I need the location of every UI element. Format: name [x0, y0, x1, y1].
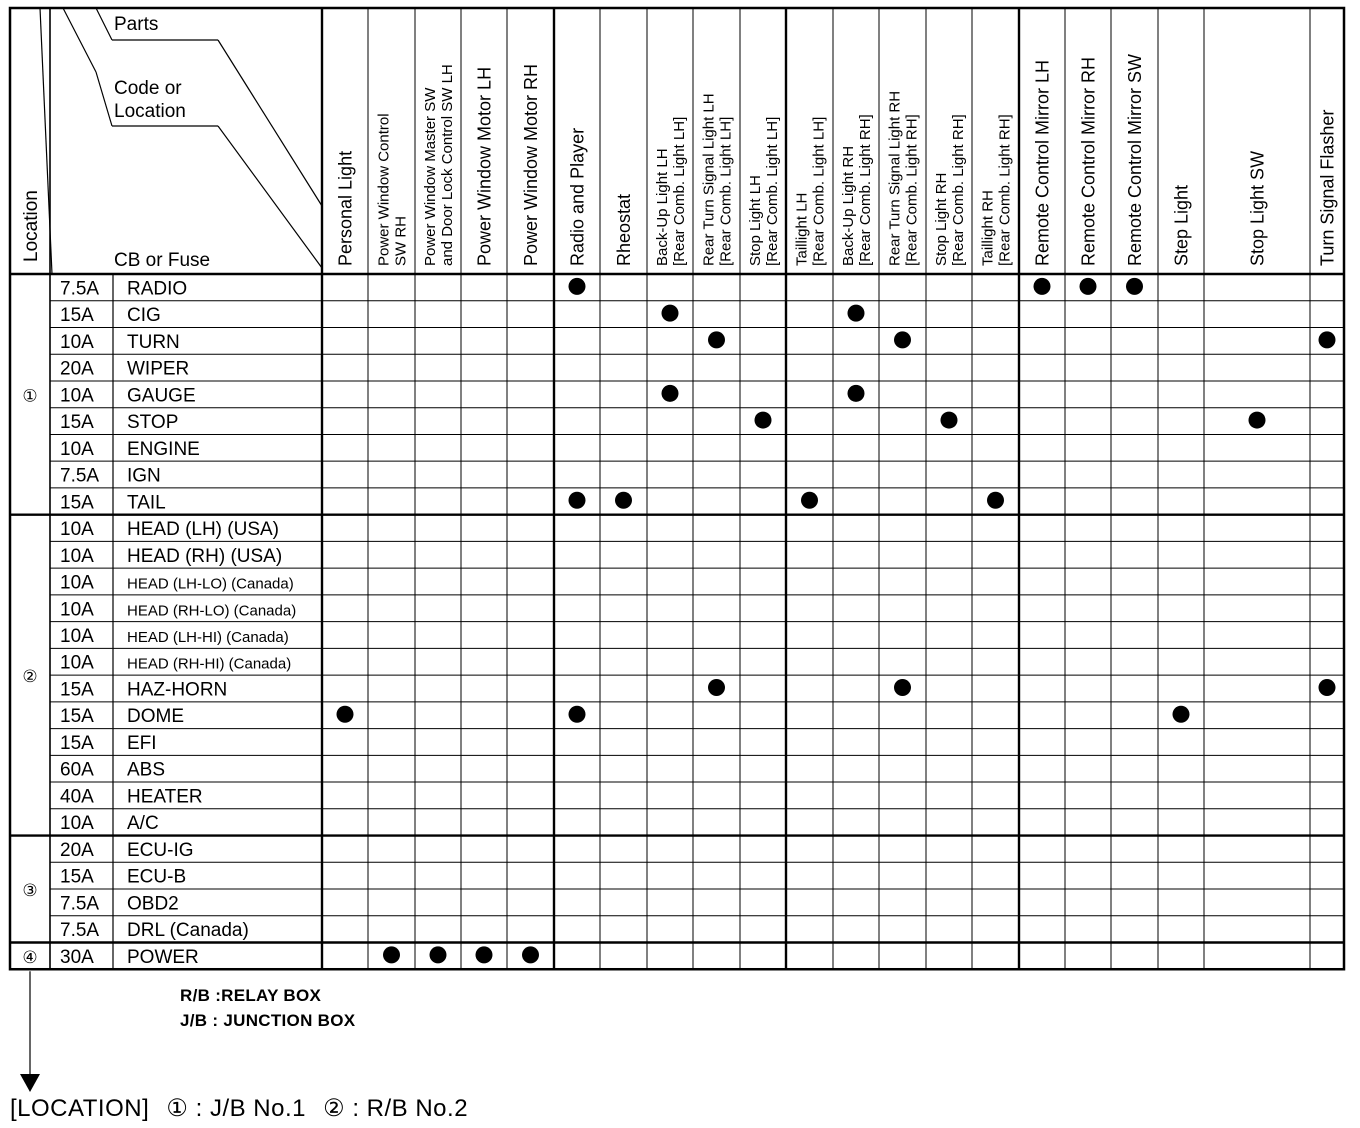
connection-dot [1319, 679, 1336, 696]
connection-dot [1319, 331, 1336, 348]
diagonal-line [96, 8, 112, 40]
connection-dot [1173, 706, 1190, 723]
diagonal-line [63, 8, 96, 72]
column-header-text: and Door Lock Control SW LH [438, 64, 456, 266]
fuse-amperage: 15A [60, 305, 94, 327]
fuse-name: HEATER [127, 786, 203, 808]
location-legend [10, 1094, 478, 1123]
location-code: ② [22, 667, 38, 687]
fuse-amperage: 10A [60, 385, 94, 407]
arrow-down-icon [20, 1074, 40, 1092]
column-header-text: [Rear Comb. Light RH] [996, 114, 1014, 266]
fuse-name: ECU-IG [127, 839, 194, 861]
legend-prefix: [LOCATION] [10, 1095, 150, 1122]
connection-dot [1126, 278, 1143, 295]
column-header-text: Rheostat [613, 193, 634, 266]
column-header-text: Power Window Motor RH [520, 63, 541, 266]
fuse-amperage: 15A [60, 412, 94, 434]
connection-dot [801, 492, 818, 509]
relay-box-note: R/B :RELAY BOX [180, 986, 322, 1005]
fuse-amperage: 10A [60, 331, 94, 353]
column-header-text: [Rear Comb. Light RH] [903, 114, 921, 266]
connection-dot [569, 492, 586, 509]
connection-dot [662, 385, 679, 402]
fuse-amperage: 10A [60, 813, 94, 835]
fuse-name: HAZ-HORN [127, 679, 228, 701]
column-header-text: Stop Light RH [932, 172, 950, 266]
connection-dot [1034, 278, 1051, 295]
connection-dot [430, 946, 447, 963]
fuse-name: EFI [127, 732, 157, 754]
fuse-name: WIPER [127, 358, 190, 380]
connection-dot [615, 492, 632, 509]
fuse-name: ENGINE [127, 438, 200, 460]
fuse-name: HEAD (RH) (USA) [127, 545, 283, 567]
column-header-text: Power Window Control [375, 113, 393, 266]
column-header-text: Remote Control Mirror RH [1078, 56, 1099, 266]
column-header-text: Personal Light [335, 150, 356, 266]
location-code: ① [22, 386, 38, 406]
column-header-text: Stop Light LH [746, 175, 764, 266]
connection-dot [1249, 412, 1266, 429]
fuse-amperage: 10A [60, 438, 94, 460]
connection-dot [894, 331, 911, 348]
fuse-amperage: 10A [60, 519, 94, 541]
cb-fuse-label: CB or Fuse [114, 250, 211, 271]
column-header-text: Radio and Player [567, 127, 588, 266]
diagonal-line [218, 40, 322, 206]
column-header-text: [Rear Comb. Light RH] [856, 114, 874, 266]
fuse-amperage: 7.5A [60, 893, 100, 915]
fuse-amperage: 15A [60, 866, 94, 888]
location-code: ④ [22, 947, 38, 967]
location-code: ③ [22, 881, 38, 901]
fuse-amperage: 15A [60, 492, 94, 514]
connection-dot [476, 946, 493, 963]
column-header-text: Remote Control Mirror SW [1124, 53, 1145, 266]
fuse-name: RADIO [127, 278, 188, 300]
fuse-amperage: 30A [60, 946, 94, 968]
fuse-name: TURN [127, 331, 180, 353]
parts-label: Parts [114, 14, 159, 35]
connection-dot [569, 278, 586, 295]
column-header-text: Back-Up Light LH [653, 148, 671, 266]
fuse-name: IGN [127, 465, 161, 487]
fuse-name: DOME [127, 706, 184, 728]
fuse-amperage: 7.5A [60, 278, 100, 300]
connection-dot [755, 412, 772, 429]
column-header-text: Power Window Motor LH [474, 66, 495, 266]
column-header-text: Taillight LH [793, 192, 811, 266]
fuse-amperage: 60A [60, 759, 94, 781]
connection-dot [848, 385, 865, 402]
column-header-text: Rear Turn Signal Light RH [886, 90, 904, 266]
fuse-name: GAUGE [127, 385, 196, 407]
fuse-amperage: 7.5A [60, 465, 100, 487]
column-header-text: Step Light [1171, 184, 1192, 266]
column-header-text: [Rear Comb. Light LH] [717, 116, 735, 266]
fuse-name: DRL (Canada) [127, 920, 249, 942]
connection-dot [569, 706, 586, 723]
fuse-name: HEAD (RH-LO) (Canada) [127, 602, 297, 620]
connection-dot [662, 305, 679, 322]
fuse-name: TAIL [127, 492, 166, 514]
fuse-amperage: 7.5A [60, 920, 100, 942]
fuse-name: A/C [127, 813, 159, 835]
code-label: Code or [114, 78, 182, 99]
fuse-amperage: 40A [60, 786, 94, 808]
fuse-amperage: 15A [60, 679, 94, 701]
connection-dot [1080, 278, 1097, 295]
fuse-name: HEAD (RH-HI) (Canada) [127, 655, 292, 673]
fuse-name: POWER [127, 946, 199, 968]
column-header-text: Taillight RH [979, 190, 997, 266]
fuse-amperage: 15A [60, 706, 94, 728]
connection-dot [894, 679, 911, 696]
column-header-text: SW RH [392, 216, 410, 266]
fuse-amperage: 20A [60, 358, 94, 380]
fuse-amperage: 10A [60, 572, 94, 594]
fuse-amperage: 10A [60, 625, 94, 647]
column-header-text: Remote Control Mirror LH [1032, 59, 1053, 266]
fuse-name: STOP [127, 412, 179, 434]
fuse-name: HEAD (LH-LO) (Canada) [127, 575, 294, 593]
connection-dot [708, 679, 725, 696]
column-header-text: [Rear Comb. Light LH] [670, 116, 688, 266]
column-header-text: Rear Turn Signal Light LH [700, 93, 718, 266]
fuse-name: ECU-B [127, 866, 187, 888]
connection-dot [987, 492, 1004, 509]
column-header-text: Stop Light SW [1247, 150, 1268, 266]
fuse-name: CIG [127, 305, 161, 327]
fuse-amperage: 10A [60, 599, 94, 621]
fuse-name: ABS [127, 759, 166, 781]
fuse-name: HEAD (LH-HI) (Canada) [127, 628, 289, 646]
fuse-amperage: 10A [60, 545, 94, 567]
fuse-amperage: 20A [60, 839, 94, 861]
connection-dot [337, 706, 354, 723]
code-label: Location [114, 101, 186, 122]
connection-dot [383, 946, 400, 963]
connection-dot [522, 946, 539, 963]
column-header-text: Back-Up Light RH [839, 145, 857, 266]
fuse-name: OBD2 [127, 893, 179, 915]
diagonal-line [96, 72, 112, 126]
fuse-amperage: 10A [60, 652, 94, 674]
junction-box-note: J/B : JUNCTION BOX [180, 1011, 356, 1030]
column-header-text: Power Window Master SW [421, 87, 439, 266]
location-header-label: Location [21, 190, 42, 262]
column-header-text: Turn Signal Flasher [1317, 109, 1338, 266]
legend-item-jb: ① : J/B No.1 [166, 1095, 306, 1122]
connection-dot [941, 412, 958, 429]
column-header-text: [Rear Comb. Light LH] [810, 116, 828, 266]
column-header-text: [Rear Comb. Light RH] [949, 114, 967, 266]
connection-dot [848, 305, 865, 322]
connection-dot [708, 331, 725, 348]
diagonal-line [218, 126, 322, 268]
fuse-amperage: 15A [60, 732, 94, 754]
fuse-name: HEAD (LH) (USA) [127, 519, 280, 541]
column-header-text: [Rear Comb. Light LH] [763, 116, 781, 266]
legend-item-rb: ② : R/B No.2 [323, 1095, 469, 1122]
